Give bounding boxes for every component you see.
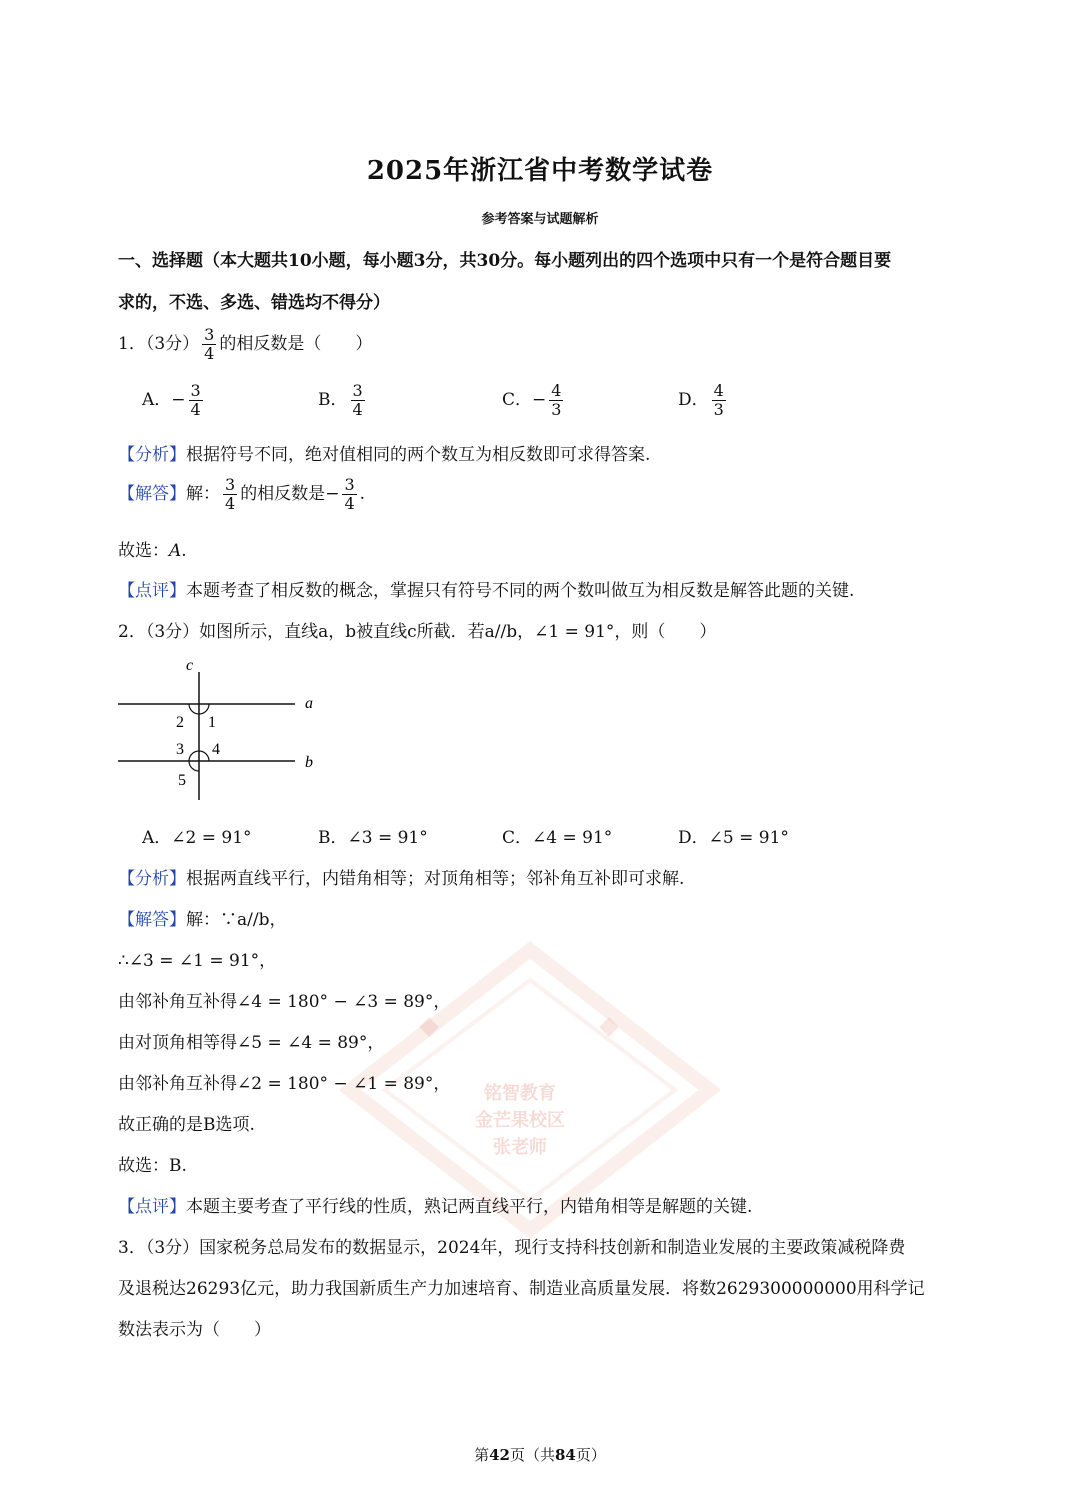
q2-option-c-text: ∠4 = 91° [532,828,613,848]
q1-option-d-den: 3 [713,400,724,419]
q1-option-c-label: C． [502,390,533,410]
angle-arc-bottom-lower [189,761,199,771]
q1-fraction [202,326,216,363]
q1-choice-value: A [169,541,182,561]
watermark-text [440,1080,600,1161]
q1-choice-end: . [181,541,187,561]
q1-option-d[interactable] [678,382,729,419]
footer-pre: 第 [474,1446,490,1464]
q2-option-c[interactable] [502,823,612,848]
q1-option-b-label: B． [318,390,348,410]
q2-option-a-label: A． [142,828,172,848]
q1-option-a[interactable] [142,382,206,419]
q1-number: 1．（3分） [118,334,200,354]
q1-option-b-den: 4 [352,400,363,419]
watermark-line2: 金芒果校区 [475,1110,565,1131]
q2-option-d-text: ∠5 = 91° [708,828,789,848]
q1-option-c-num: 4 [551,381,562,400]
q1-solution-frac2 [342,476,356,513]
q1-solution-frac1 [223,476,237,513]
footer-mid: 页（共 [509,1446,555,1464]
q1-stem [118,326,372,363]
q1-option-d-fraction [712,382,726,419]
q1-option-c[interactable] [502,382,566,419]
q2-solution-line7: 故选：B. [118,1156,187,1176]
angle-2-label: 2 [176,714,184,731]
q2-figure [110,650,340,805]
section-heading-line2: 求的，不选、多选、错选均不得分） [118,293,390,313]
q1-solution-pre: 解： [186,484,220,504]
q1-solution-frac1-num: 3 [225,475,236,494]
footer-page-number: 42 [489,1446,510,1464]
q1-solution-frac1-den: 4 [225,494,236,513]
q1-option-b-fraction [351,382,365,419]
angle-1-label: 1 [208,714,216,731]
q1-analysis-tag: 【分析】 [118,445,186,465]
q1-option-a-label: A． [142,390,172,410]
q1-option-b[interactable] [318,382,368,419]
angle-3-label: 3 [176,741,184,758]
angle-4-label: 4 [212,741,220,758]
q1-option-d-num: 4 [713,381,724,400]
q1-solution-mid: 的相反数是 [240,484,326,504]
q2-solution-line1 [118,905,286,930]
q1-option-c-sign: − [532,390,547,410]
q3-stem-line3: 数法表示为（ ） [118,1320,271,1340]
q1-comment [118,576,854,601]
footer-total-pages: 84 [555,1446,576,1464]
q2-solution-line6: 故正确的是B选项. [118,1115,255,1135]
q1-solution [118,476,365,513]
q1-choice [118,536,187,561]
q3-stem-line1: 3．（3分）国家税务总局发布的数据显示，2024年，现行支持科技创新和制造业发展的主要政策减税降费 [118,1238,906,1258]
q1-solution-tag: 【解答】 [118,484,186,504]
q1-stem-tail: 的相反数是（ ） [219,334,373,354]
q1-solution-end: . [359,484,366,504]
q1-option-a-sign: − [171,390,186,410]
q2-option-b-text: ∠3 = 91° [347,828,428,848]
q3-stem-line2: 及退税达26293亿元，助力我国新质生产力加速培育、制造业高质量发展．将数2629300000000用科学记 [118,1279,925,1299]
q1-choice-label: 故选： [118,541,169,561]
q2-solution-line4: 由对顶角相等得∠5 = ∠4 = 89°， [118,1033,385,1053]
q2-solution-line2: ∴∠3 = ∠1 = 91°， [118,951,277,971]
q1-comment-text: 本题考查了相反数的概念，掌握只有符号不同的两个数叫做互为相反数是解答此题的关键. [186,581,855,601]
q1-analysis-text: 根据符号不同，绝对值相同的两个数互为相反数即可求得答案. [186,445,651,465]
q1-frac-num: 3 [204,325,215,344]
q2-option-d-label: D． [678,828,709,848]
label-c: c [186,657,194,674]
q1-solution-frac2-den: 4 [344,494,355,513]
section-heading-line1: 一、选择题（本大题共10小题，每小题3分，共30分。每小题列出的四个选项中只有一个是符合题目要 [118,251,892,271]
page-footer [0,1444,1080,1465]
q2-option-b[interactable] [318,823,428,848]
q2-solution-text1: 解：∵a//b， [186,910,287,930]
q2-option-a-text: ∠2 = 91° [171,828,252,848]
q2-option-a[interactable] [142,823,252,848]
q2-option-c-label: C． [502,828,533,848]
q1-option-b-num: 3 [352,381,363,400]
q1-solution-sign: − [325,484,340,504]
q1-option-a-num: 3 [190,381,201,400]
label-b: b [305,754,313,771]
q1-frac-den: 4 [204,344,215,363]
q2-analysis-text: 根据两直线平行，内错角相等；对顶角相等；邻补角互补即可求解. [186,869,685,889]
q2-comment-tag: 【点评】 [118,1197,186,1217]
q1-option-a-den: 4 [190,400,201,419]
q1-solution-frac2-num: 3 [344,475,355,494]
q1-option-d-label: D． [678,390,709,410]
angle-5-label: 5 [178,772,186,789]
q2-solution-line5: 由邻补角互补得∠2 = 180° − ∠1 = 89°， [118,1074,451,1094]
q1-option-c-den: 3 [551,400,562,419]
q1-option-a-fraction [189,382,203,419]
q1-analysis [118,440,650,465]
page-subtitle: 参考答案与试题解析 [481,212,599,227]
q2-analysis-tag: 【分析】 [118,869,186,889]
q1-option-c-fraction [549,382,563,419]
watermark-line1: 铭智教育 [484,1083,556,1104]
page-title: 2025年浙江省中考数学试卷 [366,156,714,186]
q2-comment-text: 本题主要考查了平行线的性质，熟记两直线平行，内错角相等是解题的关键. [186,1197,753,1217]
q2-solution-tag: 【解答】 [118,910,186,930]
q2-option-d[interactable] [678,823,789,848]
q2-option-b-label: B． [318,828,348,848]
q2-analysis [118,864,684,889]
q1-comment-tag: 【点评】 [118,581,186,601]
label-a: a [305,695,313,712]
q2-comment [118,1192,752,1217]
q2-stem: 2．（3分）如图所示，直线a，b被直线c所截．若a//b，∠1 = 91°，则（ ） [118,622,717,642]
watermark-line3: 张老师 [493,1137,547,1158]
footer-post: 页） [575,1446,606,1464]
q2-solution-line3: 由邻补角互补得∠4 = 180° − ∠3 = 89°， [118,992,451,1012]
